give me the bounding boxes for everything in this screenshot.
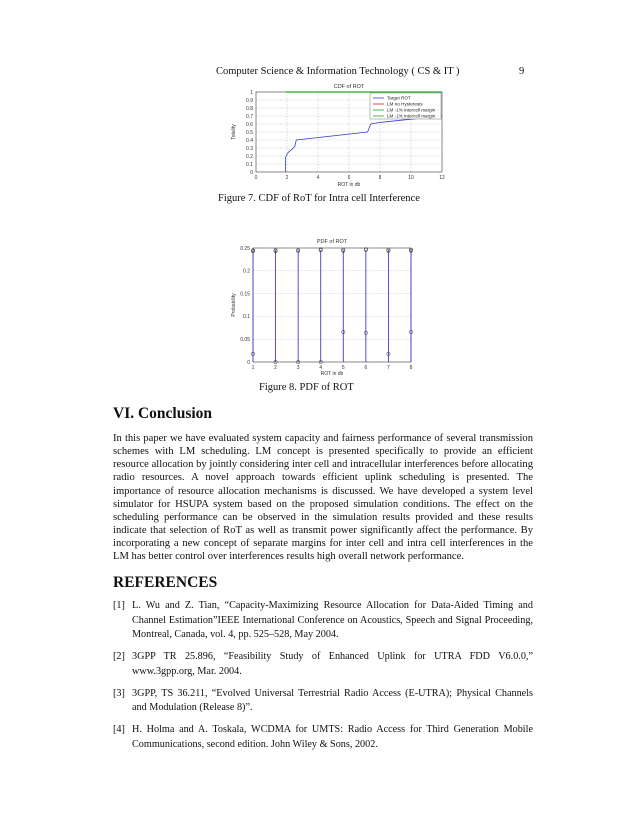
reference-number: [4] xyxy=(113,724,125,735)
y-tick-label: 0.9 xyxy=(246,97,253,104)
plot-frame xyxy=(253,248,411,362)
reference-number: [1] xyxy=(113,600,125,611)
x-tick-label: 3 xyxy=(296,365,300,371)
running-header: Computer Science & Information Technology ( CS & IT ) xyxy=(216,66,460,77)
figure-8-pdf-chart xyxy=(228,234,418,376)
conclusion-paragraph: In this paper we have evaluated system capacity and fairness performance of several transmission schemes with LM scheduling. LM concept is presented specifically to provide an efficient resource allocation by jointly considering inter cell and intracellular interferences before allocating radio resources. A novel approach towards efficient uplink scheduling is presented. The importance of resource allocation mechanisms is discussed. We have developed a system level simulator for HSUPA system based on the proposed simulation conditions. The effect on the scheduling performance can be observed in the simulation results provided and these results indicate that selection of RoT as well as transmit power significantly affect the performance. By incorporating a new concept of separate margins for inter cell and intra cell interferences in the LM has better control over interferences results high overall network performance. xyxy=(113,433,533,563)
references-heading: REFERENCES xyxy=(113,574,218,591)
chart-title: PDF of ROT xyxy=(316,239,348,245)
reference-item xyxy=(113,599,533,643)
y-tick-label: 0.5 xyxy=(246,129,253,136)
reference-text: H. Holma and A. Toskala, WCDMA for UMTS: Radio Access for Third Generation Mobile Communications, second edition. John Wiley & Sons, 2002. xyxy=(132,724,533,750)
conclusion-heading: VI. Conclusion xyxy=(113,405,213,422)
x-tick-label: 2 xyxy=(285,175,289,181)
figure-7-caption: Figure 7. CDF of RoT for Intra cell Interference xyxy=(218,193,420,204)
y-tick-label: 0.4 xyxy=(246,137,253,144)
y-tick-label: 0.1 xyxy=(246,161,253,168)
x-tick-label: 0 xyxy=(254,175,258,181)
x-tick-label: 1 xyxy=(251,365,255,371)
x-tick-label: 10 xyxy=(408,175,414,181)
x-axis-label: ROT in db xyxy=(337,182,361,188)
reference-text: 3GPP TR 25.896, “Feasibility Study of Enhanced Uplink for UTRA FDD V6.0.0,” www.3gpp.org, Mar. 2004. xyxy=(132,651,533,677)
reference-number: [2] xyxy=(113,651,125,662)
x-tick-label: 8 xyxy=(409,365,413,371)
y-tick-label: 1 xyxy=(250,89,253,96)
legend-entry: LM -1% intercell margin xyxy=(387,113,436,119)
page-number: 9 xyxy=(519,66,525,77)
legend-entry: LM -1% intercell margin xyxy=(387,107,436,113)
y-tick-label: 0.2 xyxy=(246,153,253,160)
x-tick-label: 12 xyxy=(439,175,445,181)
y-tick-label: 0.2 xyxy=(243,268,250,275)
x-axis-label: ROT in db xyxy=(320,371,344,376)
y-tick-label: 0.7 xyxy=(246,113,253,120)
legend-entry: Target ROT xyxy=(387,95,411,101)
y-axis-label: Probability xyxy=(231,293,237,317)
y-tick-label: 0.25 xyxy=(240,245,250,252)
x-tick-label: 2 xyxy=(274,365,277,371)
figure-7-cdf-chart xyxy=(228,82,448,190)
reference-text: L. Wu and Z. Tian, “Capacity-Maximizing Resource Allocation for Data-Aided Timing and Channel Estimation”IEEE International Conference on Acoustics, Speech and Signal Proceeding, Montreal, Canada, vol. 4, pp. 525–528, May 2004. xyxy=(132,600,533,640)
x-tick-label: 8 xyxy=(378,175,382,181)
x-tick-label: 7 xyxy=(387,365,390,371)
x-tick-label: 5 xyxy=(341,365,345,371)
figure-8-caption: Figure 8. PDF of ROT xyxy=(259,382,354,393)
reference-list xyxy=(113,599,533,760)
legend-entry: LM no Hysteresis xyxy=(387,101,423,107)
reference-item xyxy=(113,723,533,752)
reference-text: 3GPP, TS 36.211, “Evolved Universal Terrestrial Radio Access (E-UTRA); Physical Channels and Modulation (Release 8)”. xyxy=(132,687,533,713)
y-tick-label: 0.05 xyxy=(240,337,250,343)
x-tick-label: 4 xyxy=(316,175,320,181)
y-tick-label: 0.15 xyxy=(240,291,250,298)
y-tick-label: 0 xyxy=(247,359,250,366)
x-tick-label: 6 xyxy=(347,175,351,181)
y-tick-label: 0.3 xyxy=(246,145,253,152)
y-tick-label: 0 xyxy=(250,169,253,176)
series-line-1 xyxy=(285,113,442,172)
y-tick-label: 0.1 xyxy=(243,314,250,321)
y-tick-label: 0.6 xyxy=(246,121,253,128)
y-axis-label: Totality xyxy=(231,124,237,140)
x-tick-label: 6 xyxy=(364,365,368,371)
reference-item xyxy=(113,687,533,716)
x-tick-label: 4 xyxy=(319,365,323,371)
chart-title: CDF of ROT xyxy=(333,84,365,90)
y-tick-label: 0.8 xyxy=(246,105,253,112)
reference-number: [3] xyxy=(113,687,125,699)
reference-item xyxy=(113,650,533,679)
